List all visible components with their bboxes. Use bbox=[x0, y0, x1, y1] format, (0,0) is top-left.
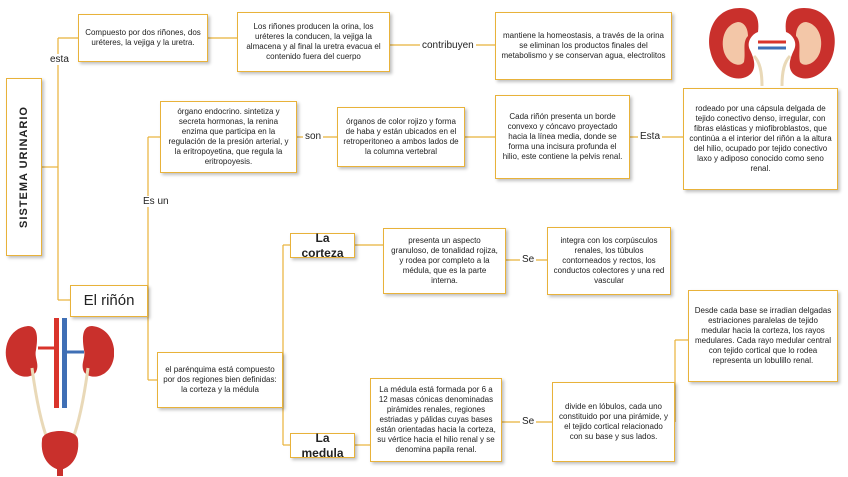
connector-se-corteza: Se bbox=[522, 254, 535, 265]
connector-esta-right: Esta bbox=[640, 131, 661, 142]
box-la-corteza: La corteza bbox=[290, 233, 355, 258]
connector-se-medula: Se bbox=[522, 416, 535, 427]
box-compuesto: Compuesto por dos riñones, dos uréteres, la vejiga y la uretra. bbox=[78, 14, 208, 62]
box-parenquima: el parénquima está compuesto por dos regiones bien definidas: la corteza y la médula bbox=[157, 352, 283, 408]
connector-contribuyen: contribuyen bbox=[422, 40, 474, 51]
box-corteza-desc: presenta un aspecto granuloso, de tonalidad rojiza, y rodea por completo a la médula, que es la parte interna. bbox=[383, 228, 506, 294]
box-corteza-integra: integra con los corpúsculos renales, los túbulos contorneados y rectos, los conductos colectores y una red vascular bbox=[547, 227, 671, 295]
box-rodeado: rodeado por una cápsula delgada de tejido conectivo denso, irregular, con fibras elásticas y miofibroblastos, que continúa a el interior del riñón a la altura del hilio, ocupado por tejido conectivo laxo y adiposo conocido como seno renal. bbox=[683, 88, 838, 190]
page-title: SISTEMA URINARIO bbox=[18, 106, 30, 228]
kidney-cross-section-icon bbox=[702, 2, 842, 86]
connector-esta: esta bbox=[50, 54, 69, 65]
box-la-medula: La medula bbox=[290, 433, 355, 458]
box-cada-rinon: Cada riñón presenta un borde convexo y cóncavo proyectado hacia la línea media, donde se forma una incisura profunda el hilio, este contiene la pelvis renal. bbox=[495, 95, 630, 179]
urinary-system-icon bbox=[2, 318, 114, 476]
connector-son: son bbox=[305, 131, 322, 142]
box-medula-desc: La médula está formada por 6 a 12 masas cónicas denominadas pirámides renales, regiones estriadas y pálidas cuyas bases están orientadas hacia la corteza, su vértice hacia el hilio renal y se denomina papila renal. bbox=[370, 378, 502, 462]
box-homeostasis: mantiene la homeostasis, a través de la orina se eliminan los productos finales del metabolismo y se conservan agua, electrolitos bbox=[495, 12, 672, 80]
box-medula-lobulos: divide en lóbulos, cada uno constituido por una pirámide, y el tejido cortical relacionado con su base y sus lados. bbox=[552, 382, 675, 462]
connector-es-un: Es un bbox=[143, 196, 169, 207]
box-el-rinon: El riñón bbox=[70, 285, 148, 317]
box-organos-color: órganos de color rojizo y forma de haba y están ubicados en el retroperitoneo a ambos lados de la columna vertebral bbox=[337, 107, 465, 167]
box-rinones-producen: Los riñones producen la orina, los uréteres la conducen, la vejiga la almacena y al final la uretra evacua el contenido fuera del cuerpo bbox=[237, 12, 390, 72]
box-organo-endocrino: órgano endocrino. sintetiza y secreta hormonas, la renina enzima que participa en la regulación de la presión arterial, y la eritropoyetina, que regula la eritropoyesis. bbox=[160, 101, 297, 173]
title-box bbox=[6, 78, 42, 256]
box-base-rayos: Desde cada base se irradian delgadas estriaciones paralelas de tejido medular hacia la corteza, los rayos medulares. Cada rayo medular central con tejido cortical que lo rodea representa un lobulillo renal. bbox=[688, 290, 838, 382]
